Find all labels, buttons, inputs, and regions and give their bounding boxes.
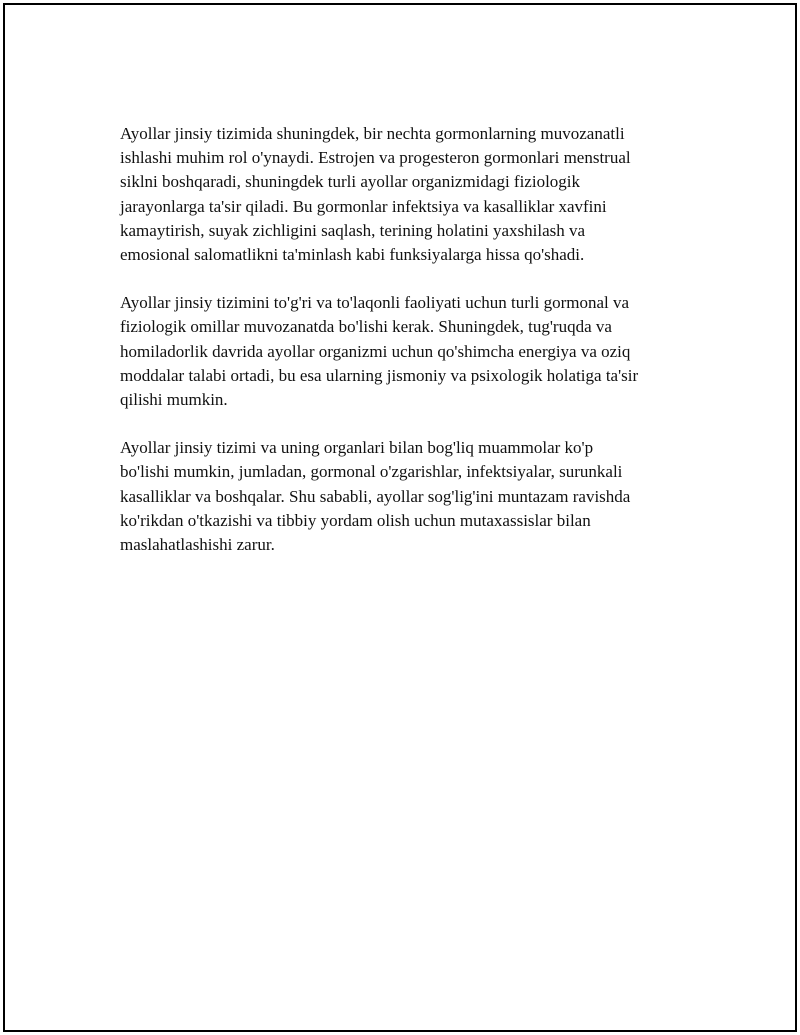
paragraph-3 — [120, 436, 680, 557]
text-line: bo'lishi mumkin, jumladan, gormonal o'zgarishlar, infektsiyalar, surunkali — [120, 462, 623, 482]
text-line: Ayollar jinsiy tizimi va uning organlari bilan bog'liq muammolar ko'p — [120, 438, 594, 458]
paragraph-2 — [120, 291, 680, 412]
text-line: moddalar talabi ortadi, bu esa ularning jismoniy va psixologik holatiga ta'sir — [120, 365, 639, 385]
text-line: jarayonlarga ta'sir qiladi. Bu gormonlar infektsiya va kasalliklar xavfini — [120, 196, 607, 216]
text-line: emosional salomatlikni ta'minlash kabi funksiyalarga hissa qo'shadi. — [120, 245, 585, 265]
text-line: maslahatlashishi zarur. — [120, 535, 275, 555]
text-line: Ayollar jinsiy tizimida shuningdek, bir nechta gormonlarning muvozanatli — [120, 124, 625, 143]
text-line: fiziologik omillar muvozanatda bo'lishi kerak. Shuningdek, tug'ruqda va — [120, 317, 612, 337]
text-line: kamaytirish, suyak zichligini saqlash, terining holatini yaxshilash va — [120, 220, 586, 240]
paragraph-1 — [120, 122, 680, 267]
text-line: siklni boshqaradi, shuningdek turli ayollar organizmidagi fiziologik — [120, 172, 581, 192]
text-line: Ayollar jinsiy tizimini to'g'ri va to'laqonli faoliyati uchun turli gormonal va — [120, 293, 630, 313]
text-line: ishlashi muhim rol o'ynaydi. Estrojen va progesteron gormonlari menstrual — [120, 148, 631, 168]
document-body — [120, 122, 680, 581]
text-line: homiladorlik davrida ayollar organizmi uchun qo'shimcha energiya va oziq — [120, 341, 631, 361]
text-line: ko'rikdan o'tkazishi va tibbiy yordam olish uchun mutaxassislar bilan — [120, 510, 591, 530]
document-page — [3, 3, 797, 1032]
text-line: qilishi mumkin. — [120, 390, 228, 410]
text-line: kasalliklar va boshqalar. Shu sababli, ayollar sog'lig'ini muntazam ravishda — [120, 486, 631, 506]
